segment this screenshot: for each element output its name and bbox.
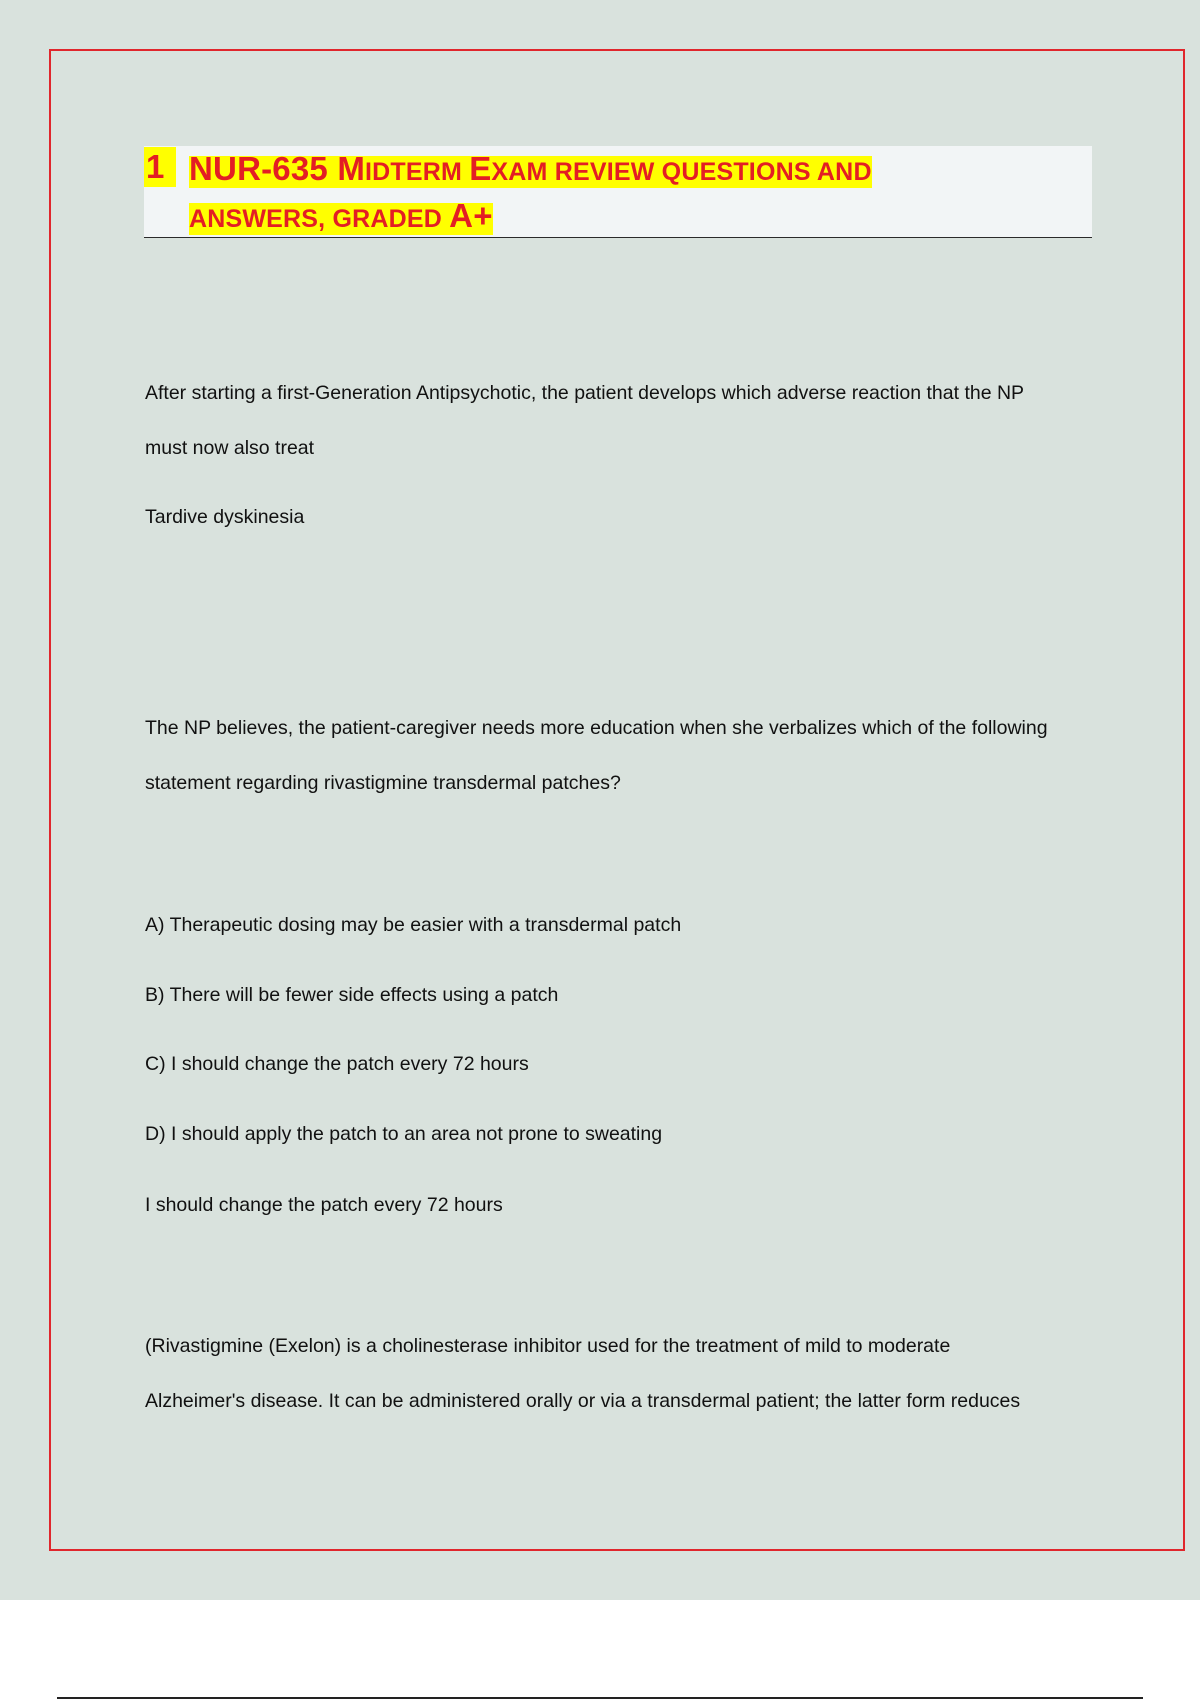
question-1-text-line-1: After starting a first-Generation Antipsychotic, the patient develops which adverse reaction that the NP (145, 382, 1025, 404)
heading-number: 1 (144, 147, 176, 187)
page-title-line-2: ANSWERS, GRADED A+ (189, 197, 493, 234)
page-title (189, 147, 1009, 241)
question-2-option-d: D) I should apply the patch to an area not prone to sweating (145, 1123, 663, 1145)
question-2-explanation-line-1: (Rivastigmine (Exelon) is a cholinesterase inhibitor used for the treatment of mild to moderate (145, 1335, 951, 1357)
question-2-option-c: C) I should change the patch every 72 hours (145, 1053, 529, 1075)
page-border-frame (49, 49, 1185, 1551)
page-title-line-1: NUR-635 MIDTERM EXAM REVIEW QUESTIONS AND (189, 150, 872, 187)
footer-rule (57, 1697, 1143, 1699)
question-2-option-b: B) There will be fewer side effects using a patch (145, 984, 559, 1006)
question-1-answer: Tardive dyskinesia (145, 506, 305, 528)
question-2-text-line-1: The NP believes, the patient-caregiver needs more education when she verbalizes which of the following (145, 717, 1048, 739)
question-1-text-line-2: must now also treat (145, 437, 315, 459)
question-2-text-line-2: statement regarding rivastigmine transdermal patches? (145, 772, 621, 794)
question-2-answer: I should change the patch every 72 hours (145, 1194, 503, 1216)
question-2-option-a: A) Therapeutic dosing may be easier with a transdermal patch (145, 914, 682, 936)
question-2-explanation-line-2: Alzheimer's disease. It can be administered orally or via a transdermal patient; the latter form reduces (145, 1390, 1021, 1412)
